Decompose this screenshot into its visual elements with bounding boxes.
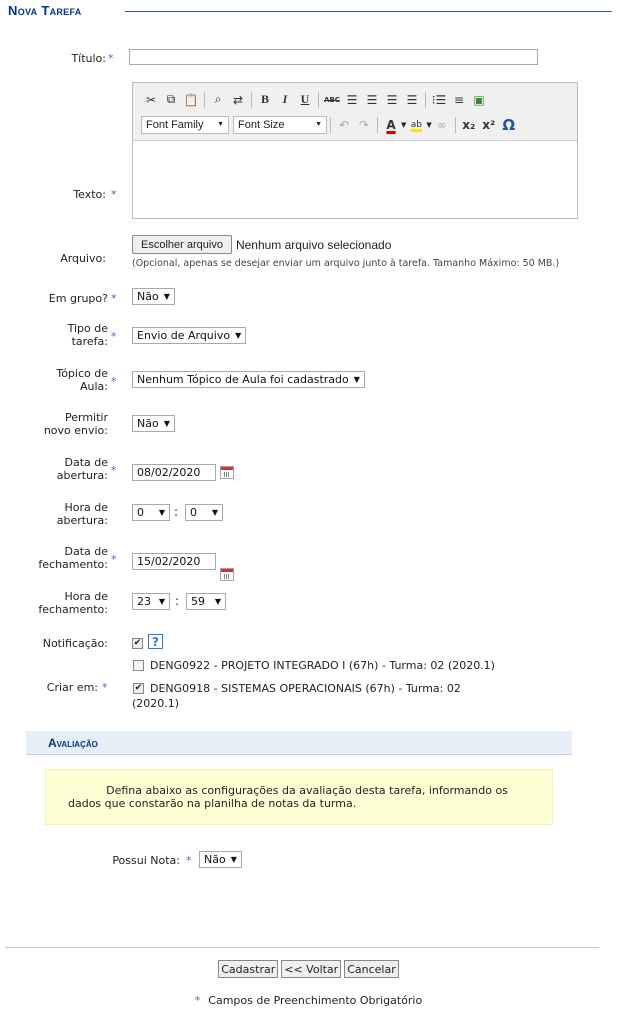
undo-icon[interactable]: ↶ (338, 117, 350, 132)
font-family-label: Font Family (146, 118, 204, 131)
bold-button[interactable]: B (260, 92, 269, 106)
paste-icon[interactable]: 📋 (183, 92, 199, 107)
required-note-text: Campos de Preenchimento Obrigatório (208, 994, 423, 1007)
chevron-down-icon: ▼ (163, 418, 170, 428)
file-input[interactable] (132, 235, 391, 254)
criar-em-checkbox-2[interactable]: ✔ (134, 683, 143, 693)
form-legend: Nova Tarefa (8, 3, 82, 18)
numbered-list-icon[interactable]: ≡ (453, 92, 465, 107)
required-star-icon: * (108, 52, 114, 65)
choose-file-button[interactable]: Escolher arquivo (132, 235, 232, 254)
chevron-down-icon: ▼ (214, 596, 221, 606)
cadastrar-button[interactable]: Cadastrar (218, 960, 278, 978)
avaliacao-title: Avaliação (48, 736, 98, 750)
tipo-label-line2: tarefa: (71, 335, 108, 348)
font-family-select[interactable] (141, 116, 229, 134)
avaliacao-info-text (46, 784, 552, 810)
hora-abertura-minute-value: 0 (190, 505, 197, 519)
hora-fechamento-minute-select[interactable] (186, 593, 226, 610)
toolbar-separator (330, 117, 331, 133)
toolbar-separator (377, 117, 378, 133)
chevron-down-icon: ▼ (230, 854, 237, 864)
toolbar-separator (425, 92, 426, 108)
data-abertura-label-line2: abertura: (56, 469, 108, 482)
required-star-icon: * (111, 553, 117, 566)
data-fechamento-label (10, 545, 108, 571)
topico-value: Nenhum Tópico de Aula foi cadastrado (137, 372, 349, 386)
permitir-value: Não (137, 416, 159, 430)
required-star-icon: * (111, 188, 117, 201)
permitir-label (10, 411, 108, 437)
underline-button[interactable]: U (300, 92, 310, 106)
hora-fechamento-hour-select[interactable] (132, 593, 170, 610)
italic-button[interactable]: I (282, 92, 288, 106)
special-char-button[interactable]: Ω (502, 115, 516, 134)
chevron-down-icon: ▼ (315, 121, 322, 128)
chevron-down-icon: ▼ (217, 121, 224, 128)
required-note (0, 994, 617, 1007)
avaliacao-info-box (45, 769, 553, 825)
hora-fechamento-label (10, 590, 108, 616)
tipo-label (20, 322, 108, 348)
em-grupo-value: Não (137, 289, 159, 303)
time-colon: : (174, 505, 179, 519)
cut-icon[interactable]: ✂ (145, 92, 157, 107)
data-fechamento-label-line2: fechamento: (38, 558, 108, 571)
hora-fechamento-minute-value: 59 (191, 594, 205, 608)
notificacao-checkbox[interactable]: ✔ (133, 638, 142, 648)
form-actions (0, 960, 617, 978)
bullet-list-icon[interactable]: ⁝☰ (431, 92, 447, 107)
data-fechamento-input[interactable] (132, 553, 216, 570)
possui-nota-label: Possui Nota: (112, 854, 180, 867)
em-grupo-select[interactable] (132, 288, 175, 305)
find-icon[interactable]: ⌕ (214, 92, 222, 106)
highlight-color-icon[interactable]: ab (410, 119, 422, 130)
hora-abertura-label-line1: Hora de (64, 501, 108, 514)
info-line-2: dados que constarão na planilha de notas da turma. (68, 797, 357, 810)
align-left-icon[interactable]: ☰ (346, 92, 358, 107)
tipo-value: Envio de Arquivo (137, 328, 231, 342)
hora-abertura-label (20, 501, 108, 527)
legend-divider (125, 11, 612, 12)
required-star-icon: * (111, 464, 117, 477)
calendar-icon[interactable] (220, 568, 234, 581)
help-icon[interactable]: ? (148, 634, 163, 649)
chevron-down-icon: ▼ (211, 507, 218, 517)
required-star-icon: * (194, 994, 201, 1007)
file-status: Nenhum arquivo selecionado (235, 237, 392, 252)
texto-label: Texto: (73, 188, 106, 201)
toolbar-separator (455, 117, 456, 133)
copy-icon[interactable]: ⧉ (166, 92, 176, 106)
criar-em-checkbox-1[interactable] (133, 660, 144, 671)
required-star-icon: * (111, 375, 117, 388)
font-size-select[interactable] (233, 116, 327, 134)
chevron-down-icon[interactable]: ▼ (401, 120, 407, 129)
hora-fechamento-label-line1: Hora de (64, 590, 108, 603)
permitir-select[interactable] (132, 415, 175, 432)
criar-em-option-2-line2: (2020.1) (132, 697, 180, 710)
data-abertura-label (20, 456, 108, 482)
tipo-label-line1: Tipo de (67, 322, 108, 335)
arquivo-hint: (Opcional, apenas se desejar enviar um arquivo junto à tarefa. Tamanho Máximo: 50 MB.) (132, 258, 560, 269)
hora-abertura-label-line2: abertura: (56, 514, 108, 527)
notificacao-label: Notificação: (42, 637, 108, 650)
redo-icon[interactable]: ↷ (358, 117, 370, 132)
align-center-icon[interactable]: ☰ (366, 92, 378, 107)
time-colon: : (175, 594, 180, 608)
cancelar-button[interactable]: Cancelar (344, 960, 399, 978)
chevron-down-icon: ▼ (235, 330, 242, 340)
toolbar-separator (318, 92, 319, 108)
data-abertura-input[interactable] (132, 464, 216, 481)
topico-select[interactable] (132, 371, 365, 388)
topico-label (20, 367, 108, 393)
required-star-icon: * (102, 681, 108, 694)
font-size-label: Font Size (238, 118, 285, 131)
toolbar-separator (251, 92, 252, 108)
editor-toolbar (133, 83, 577, 141)
hora-abertura-hour-select[interactable] (132, 504, 170, 521)
footer-divider (5, 947, 599, 948)
data-fechamento-label-line1: Data de (64, 545, 108, 558)
required-star-icon: * (111, 330, 117, 343)
subscript-button[interactable]: x₂ (462, 117, 476, 132)
titulo-label: Título: (71, 52, 106, 65)
chevron-down-icon: ▼ (158, 507, 165, 517)
chevron-down-icon: ▼ (163, 291, 170, 301)
topico-label-line2: Aula: (80, 380, 108, 393)
permitir-label-line2: novo envio: (43, 424, 108, 437)
replace-icon[interactable]: ⇄ (232, 92, 244, 107)
chevron-down-icon: ▼ (353, 374, 360, 384)
arquivo-label: Arquivo: (60, 252, 106, 265)
required-star-icon: * (111, 292, 117, 305)
strikethrough-button[interactable]: ABC (324, 95, 340, 104)
font-color-button[interactable]: A (386, 117, 396, 132)
calendar-icon[interactable] (220, 466, 234, 479)
align-justify-icon[interactable]: ☰ (406, 92, 418, 107)
toolbar-separator (204, 92, 205, 108)
voltar-button[interactable]: << Voltar (281, 960, 341, 978)
toolbar-row-1 (141, 87, 569, 112)
possui-nota-select[interactable] (199, 851, 242, 868)
em-grupo-label: Em grupo? (48, 292, 108, 305)
topico-label-line1: Tópico de (56, 367, 108, 380)
permitir-label-line1: Permitir (64, 411, 108, 424)
titulo-input[interactable] (129, 49, 538, 65)
criar-em-label: Criar em: (46, 681, 98, 694)
hora-abertura-hour-value: 0 (137, 505, 144, 519)
criar-em-option-2-line1: DENG0918 - SISTEMAS OPERACIONAIS (67h) - Turma: 02 (150, 682, 461, 695)
avaliacao-section-header (26, 731, 572, 755)
criar-em-option-1: DENG0922 - PROJETO INTEGRADO I (67h) - Turma: 02 (2020.1) (150, 659, 495, 672)
data-abertura-label-line1: Data de (64, 456, 108, 469)
align-right-icon[interactable]: ☰ (386, 92, 398, 107)
chevron-down-icon[interactable]: ▼ (426, 120, 432, 129)
rich-text-editor[interactable] (132, 82, 578, 219)
image-icon[interactable]: ▣ (473, 92, 485, 107)
required-star-icon: * (186, 854, 192, 867)
link-icon[interactable]: ∞ (436, 117, 447, 132)
info-line-1: Defina abaixo as configurações da avaliação desta tarefa, informando os (106, 784, 508, 797)
toolbar-row-2 (141, 112, 569, 137)
hora-fechamento-hour-value: 23 (137, 594, 151, 608)
possui-nota-value: Não (204, 852, 226, 866)
tipo-select[interactable] (132, 327, 246, 344)
superscript-button[interactable]: x² (482, 117, 496, 132)
hora-abertura-minute-select[interactable] (185, 504, 223, 521)
chevron-down-icon: ▼ (158, 596, 165, 606)
hora-fechamento-label-line2: fechamento: (38, 603, 108, 616)
